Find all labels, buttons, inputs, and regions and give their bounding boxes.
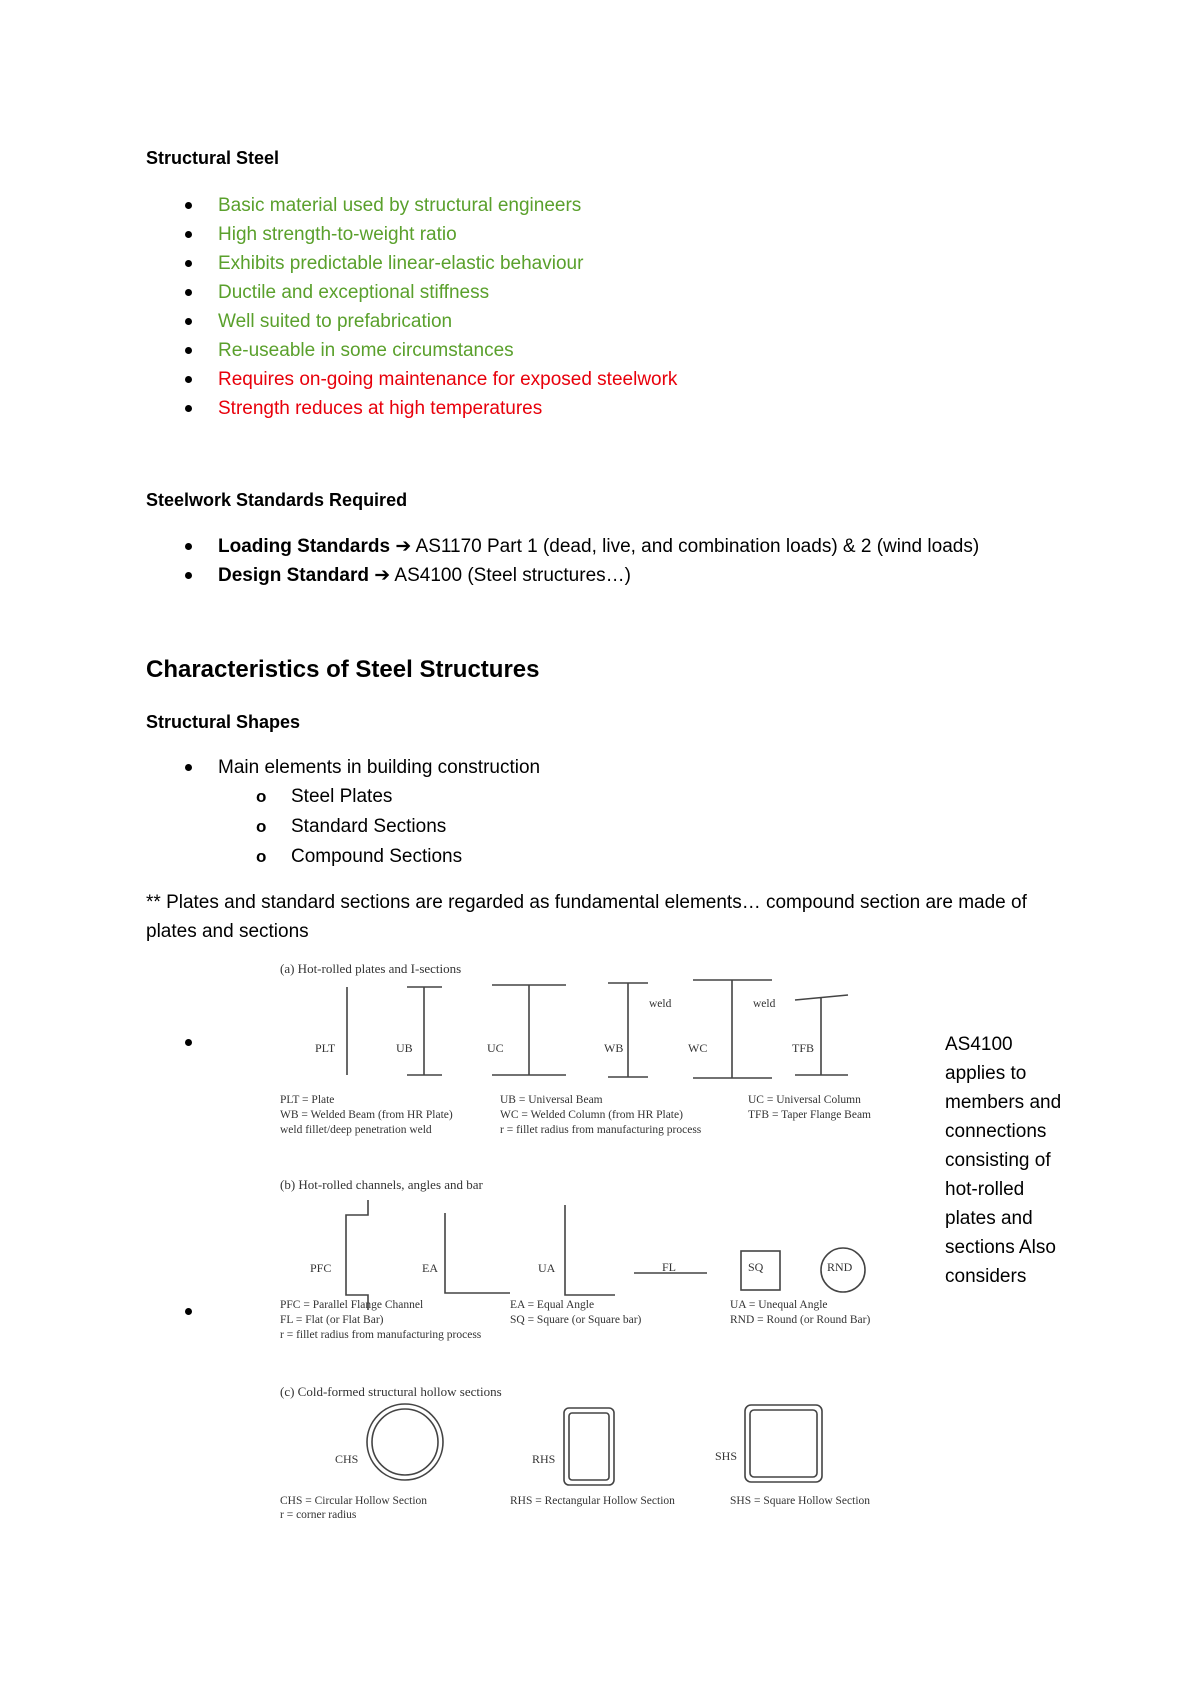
shape-label: RHS (532, 1452, 556, 1466)
legend-text: r = corner radius (280, 1509, 357, 1521)
legend-text: RND = Round (or Round Bar) (730, 1314, 871, 1326)
ua-section-shape (565, 1205, 615, 1295)
heading-structural-steel: Structural Steel (146, 148, 280, 168)
bullet-icon (185, 318, 192, 325)
legend-text: UC = Universal Column (748, 1094, 861, 1106)
legend-text: PLT = Plate (280, 1094, 335, 1106)
shape-label: FL (662, 1260, 677, 1274)
bullet-icon (185, 376, 192, 383)
shape-label: EA (422, 1261, 438, 1275)
shape-label: SHS (715, 1449, 738, 1463)
weld-label: weld (753, 998, 776, 1010)
side-note: AS4100 applies to members and connections consisting of hot-rolled plates and sections Also considers (945, 1034, 1062, 1287)
figure-c-title: (c) Cold-formed structural hollow sections (280, 1384, 502, 1399)
bullet-icon (185, 405, 192, 412)
bullet-icon (185, 1039, 192, 1046)
legend-text: EA = Equal Angle (510, 1299, 595, 1311)
shape-label: UB (396, 1041, 413, 1055)
bullet-icon (185, 764, 192, 771)
bullet-icon (185, 202, 192, 209)
circle-bullet-icon: o (256, 787, 267, 806)
bullet-icon (185, 347, 192, 354)
legend-text: CHS = Circular Hollow Section (280, 1495, 428, 1507)
arrow-right-icon: ➔ (395, 536, 412, 557)
note-paragraph: ** Plates and standard sections are regarded as fundamental elements… compound section are made of plates and sections (146, 892, 1027, 942)
ub-section-shape (407, 987, 442, 1075)
rhs-section-shape (564, 1408, 614, 1485)
bullet-icon (185, 289, 192, 296)
shape-label: CHS (335, 1452, 359, 1466)
legend-text: weld fillet/deep penetration weld (280, 1124, 432, 1136)
ea-section-shape (445, 1213, 510, 1293)
heading-characteristics: Characteristics of Steel Structures (146, 656, 540, 683)
legend-text: PFC = Parallel Flange Channel (280, 1299, 424, 1311)
wc-section-shape (693, 980, 772, 1078)
shape-label: UA (538, 1261, 556, 1275)
legend-text: WB = Welded Beam (from HR Plate) (280, 1109, 453, 1121)
legend-text: SQ = Square (or Square bar) (510, 1314, 642, 1326)
bullet-icon (185, 231, 192, 238)
legend-text: r = fillet radius from manufacturing process (280, 1329, 482, 1341)
weld-label: weld (649, 998, 672, 1010)
figure-a-title: (a) Hot-rolled plates and I-sections (280, 961, 462, 976)
structural-shapes-figure (270, 955, 910, 1525)
shape-label: UC (487, 1041, 504, 1055)
shape-label: TFB (792, 1041, 815, 1055)
shape-label: PFC (310, 1261, 332, 1275)
shape-label: WB (604, 1041, 624, 1055)
tfb-section-shape (795, 995, 848, 1075)
bullet-icon (185, 543, 192, 550)
shape-label: WC (688, 1041, 708, 1055)
bullet-icon (185, 260, 192, 267)
bullet-icon (185, 1308, 192, 1315)
arrow-right-icon: ➔ (374, 565, 391, 586)
shape-label: PLT (315, 1041, 336, 1055)
legend-text: TFB = Taper Flange Beam (748, 1109, 872, 1121)
heading-standards: Steelwork Standards Required (146, 490, 408, 510)
circle-bullet-icon: o (256, 847, 267, 866)
chs-section-shape (367, 1404, 443, 1480)
legend-text: WC = Welded Column (from HR Plate) (500, 1109, 683, 1121)
shape-label: SQ (748, 1260, 764, 1274)
pfc-section-shape (346, 1200, 368, 1310)
heading-structural-shapes: Structural Shapes (146, 712, 301, 732)
legend-text: UA = Unequal Angle (730, 1299, 828, 1311)
legend-text: SHS = Square Hollow Section (730, 1495, 871, 1507)
circle-bullet-icon: o (256, 817, 267, 836)
legend-text: UB = Universal Beam (500, 1094, 603, 1106)
shape-label: RND (827, 1260, 853, 1274)
figure-b-title: (b) Hot-rolled channels, angles and bar (280, 1177, 483, 1192)
bullet-icon (185, 572, 192, 579)
wb-section-shape (608, 983, 648, 1077)
legend-text: r = fillet radius from manufacturing process (500, 1124, 702, 1136)
shs-section-shape (745, 1405, 822, 1482)
uc-section-shape (492, 985, 566, 1075)
legend-text: FL = Flat (or Flat Bar) (280, 1314, 384, 1326)
legend-text: RHS = Rectangular Hollow Section (510, 1495, 675, 1507)
